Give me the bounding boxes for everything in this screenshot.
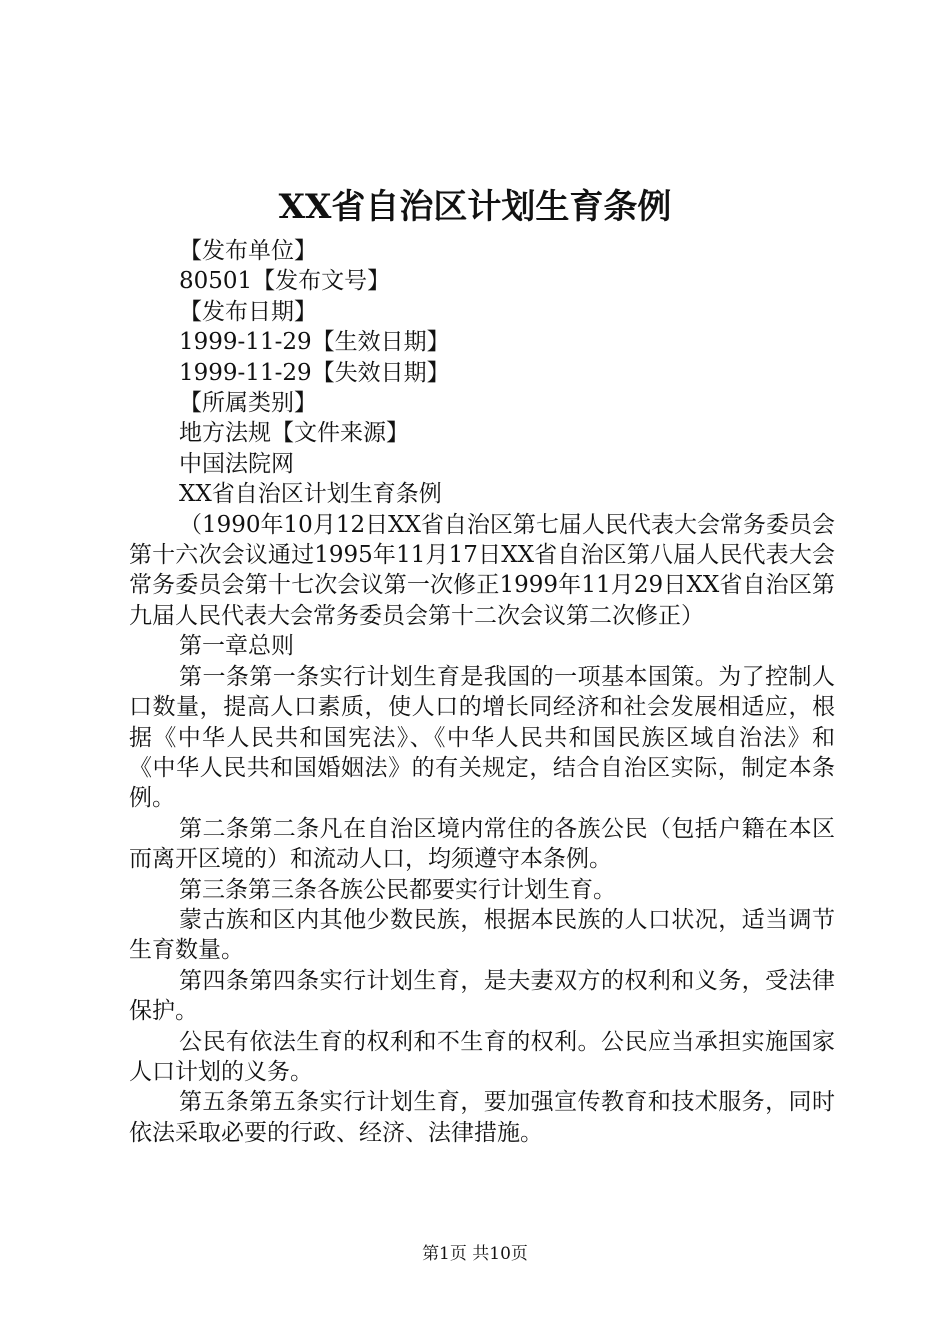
article-2: 第二条第二条凡在自治区境内常住的各族公民（包括户籍在本区而离开区境的）和流动人口，均须遵守本条例。 — [129, 815, 835, 873]
meta-category: 【所属类别】 — [179, 390, 317, 417]
meta-publish-date: 【发布日期】 — [179, 298, 317, 325]
article-4-clause: 公民有依法生育的权利和不生育的权利。公民应当承担实施国家人口计划的义务。 — [129, 1028, 835, 1085]
article-3-clause: 蒙古族和区内其他少数民族，根据本民族的人口状况，适当调节生育数量。 — [129, 906, 835, 964]
meta-document-number: 80501【发布文号】 — [179, 268, 391, 295]
meta-doc-title: XX省自治区计划生育条例 — [179, 481, 442, 508]
article-3: 第三条第三条各族公民都要实行计划生育。 — [179, 876, 616, 903]
meta-source-value: 中国法院网 — [179, 450, 294, 477]
meta-publisher: 【发布单位】 — [179, 238, 317, 264]
article-4: 第四条第四条实行计划生育，是夫妻双方的权利和义务，受法律保护。 — [129, 967, 835, 1025]
page-footer: 第1页 共10页 — [422, 1244, 528, 1264]
meta-source: 地方法规【文件来源】 — [179, 420, 409, 447]
meta-expiry-date: 1999-11-29【失效日期】 — [179, 359, 450, 386]
article-1: 第一条第一条实行计划生育是我国的一项基本国策。为了控制人口数量，提高人口素质，使人口的增长同经济和社会发展相适应，根据《中华人民共和国宪法》、《中华人民共和国民族区域自治法》和《中华人民共和国婚姻法》的有关规定，结合自治区实际，制定本条例。 — [129, 663, 835, 812]
paragraph-amendment-history: （1990年10月12日XX省自治区第七届人民代表大会常务委员会第十六次会议通过1995年11月17日XX省自治区第八届人民代表大会常务委员会第十七次会议第一次修正1999年11月29日XX省自治区第九届人民代表大会常务委员会第十二次会议第二次修正） — [129, 511, 835, 629]
document-title: XX省自治区计划生育条例 — [278, 187, 672, 227]
article-5: 第五条第五条实行计划生育，要加强宣传教育和技术服务，同时依法采取必要的行政、经济、法律措施。 — [129, 1089, 835, 1146]
document-body — [129, 236, 835, 1148]
meta-effective-date: 1999-11-29【生效日期】 — [179, 329, 450, 356]
chapter-heading: 第一章总则 — [179, 633, 294, 660]
